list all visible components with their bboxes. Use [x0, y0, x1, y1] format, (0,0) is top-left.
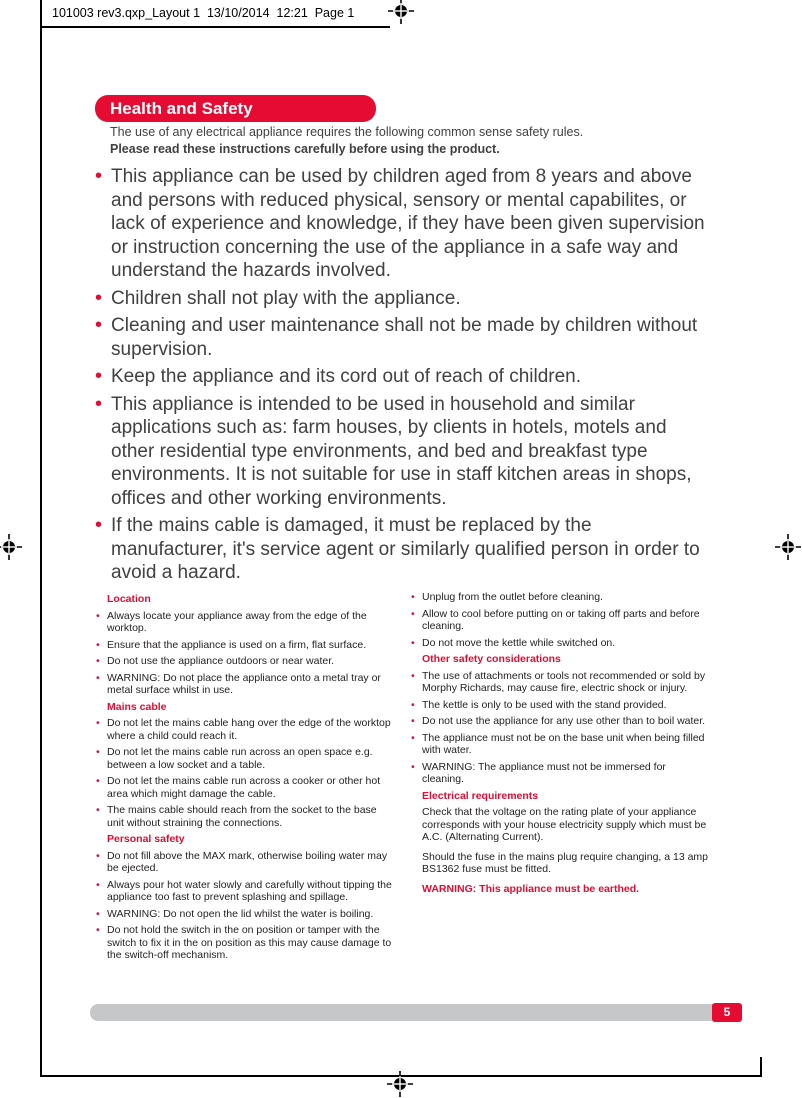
- safety-note-text: WARNING: The appliance must not be immersed for cleaning.: [422, 760, 666, 785]
- safety-point-text: Cleaning and user maintenance shall not be made by children without supervision.: [111, 315, 698, 360]
- safety-note-text: Do not use the appliance for any use other than to boil water.: [422, 715, 706, 727]
- safety-note: [95, 804, 395, 829]
- bullet-icon: •: [96, 671, 100, 684]
- column-subheading: Mains cable: [107, 700, 167, 713]
- print-slug-text: 101003 rev3.qxp_Layout 1 13/10/2014 12:21 Page 1: [52, 6, 355, 20]
- safety-note: [95, 655, 395, 668]
- warning-text: WARNING: This appliance must be earthed.: [422, 882, 640, 895]
- bullet-icon: •: [411, 607, 415, 620]
- safety-note-text: Ensure that the appliance is used on a firm, flat surface.: [107, 638, 367, 651]
- bullet-icon: •: [95, 314, 103, 336]
- safety-note-text: The use of attachments or tools not recommended or sold by Morphy Richards, may cause fire, electric shock or injury.: [422, 669, 706, 694]
- footer-bar: [90, 1004, 742, 1021]
- bullet-icon: •: [96, 924, 100, 936]
- bullet-icon: •: [411, 760, 415, 773]
- safety-note-text: Do not let the mains cable run across an open space e.g. between a low socket and a table.: [107, 746, 373, 771]
- safety-note: [410, 699, 709, 712]
- bullet-icon: •: [411, 636, 415, 649]
- bullet-icon: •: [96, 609, 100, 622]
- paragraph-text: Should the fuse in the mains plug require changing, a 13 amp BS1362 fuse must be fitted.: [422, 850, 709, 875]
- detail-columns: [95, 591, 709, 966]
- safety-point: [95, 393, 709, 511]
- safety-note: [410, 670, 709, 695]
- bullet-icon: •: [96, 638, 100, 651]
- bullet-icon: •: [96, 655, 100, 667]
- safety-note-text: Always pour hot water slowly and carefully without tipping the appliance too fast to prevent splashing and spillage.: [107, 878, 392, 903]
- registration-mark-icon: [388, 0, 414, 24]
- safety-note-text: WARNING: Do not open the lid whilst the water is boiling.: [107, 907, 374, 920]
- bullet-icon: •: [95, 165, 103, 187]
- safety-note: [95, 746, 395, 771]
- safety-note: [410, 608, 709, 633]
- safety-note-text: Do not hold the switch in the on position or tamper with the switch to fix it in the on position as this may cause damage to the switch-off mechanism.: [107, 924, 392, 961]
- safety-point-text: This appliance can be used by children aged from 8 years and above and persons with reduced physical, sensory or mental capabilites, or lack of experience and knowledge, if they have been given supervision or instruction concerning the use of the appliance in a safe way and understand the hazards involved.: [111, 166, 705, 281]
- safety-note: [410, 761, 709, 786]
- safety-note-text: Unplug from the outlet before cleaning.: [422, 591, 603, 603]
- safety-note-text: The kettle is only to be used with the stand provided.: [422, 698, 667, 711]
- safety-point: [95, 365, 709, 389]
- safety-note-text: Do not use the appliance outdoors or near water.: [107, 655, 335, 667]
- crop-mark-top: [40, 26, 390, 28]
- left-column: [95, 591, 395, 966]
- safety-note-text: The appliance must not be on the base unit when being filled with water.: [422, 731, 705, 756]
- bullet-icon: •: [96, 775, 100, 787]
- bullet-icon: •: [411, 715, 415, 727]
- safety-point-text: This appliance is intended to be used in household and similar applications such as: farm houses, by clients in hotels, motels and other residential type environments, and bed and breakfast type environments. It is not suitable for use in staff kitchen areas in shops, offices and other working environments.: [111, 393, 692, 509]
- safety-note-text: Do not fill above the MAX mark, otherwise boiling water may be ejected.: [107, 849, 388, 874]
- page-number: 5: [723, 1005, 731, 1019]
- safety-note: [95, 850, 395, 875]
- column-subheading: Other safety considerations: [422, 653, 561, 665]
- bullet-icon: •: [96, 849, 100, 862]
- safety-note: [95, 908, 395, 921]
- bullet-icon: •: [95, 365, 103, 387]
- intro-text: The use of any electrical appliance requires the following common sense safety rules.: [110, 125, 584, 139]
- paragraph-text: Check that the voltage on the rating plate of your appliance corresponds with your house electricity supply which must be A.C. (Alternating Current).: [422, 806, 707, 843]
- safety-note-text: Do not move the kettle while switched on.: [422, 636, 616, 649]
- bullet-icon: •: [95, 514, 103, 536]
- bullet-icon: •: [95, 286, 103, 309]
- safety-note: [410, 715, 709, 728]
- safety-note: [95, 717, 395, 742]
- safety-note: [410, 591, 709, 604]
- safety-point: [95, 314, 709, 361]
- safety-note-text: Always locate your appliance away from the edge of the worktop.: [107, 609, 367, 634]
- safety-point-text: Children shall not play with the appliance.: [111, 287, 461, 309]
- safety-note-text: Do not let the mains cable run across a cooker or other hot area which might damage the cable.: [107, 775, 381, 800]
- column-subheading: Personal safety: [107, 833, 185, 845]
- safety-point: [95, 514, 709, 585]
- main-safety-list: [95, 165, 709, 589]
- intro-emphasis-text: Please read these instructions carefully before using the product.: [110, 142, 500, 156]
- registration-mark-icon: [387, 1071, 413, 1097]
- registration-mark-icon: [775, 534, 801, 560]
- right-column: [410, 591, 709, 966]
- safety-note-text: The mains cable should reach from the socket to the base unit without straining the connections.: [107, 804, 377, 829]
- safety-note: [95, 610, 395, 635]
- safety-note: [95, 639, 395, 652]
- section-title: Health and Safety: [110, 99, 253, 118]
- section-banner: [95, 95, 376, 122]
- safety-note: [95, 924, 395, 962]
- safety-note: [95, 879, 395, 904]
- safety-point-text: If the mains cable is damaged, it must be replaced by the manufacturer, it's service agent or similarly qualified person in order to avoid a hazard.: [111, 515, 700, 583]
- safety-note: [95, 672, 395, 697]
- safety-point-text: Keep the appliance and its cord out of reach of children.: [111, 366, 582, 387]
- safety-note: [410, 637, 709, 650]
- bullet-icon: •: [95, 392, 103, 415]
- bullet-icon: •: [411, 731, 415, 744]
- safety-note: [95, 775, 395, 800]
- safety-note: [410, 732, 709, 757]
- bullet-icon: •: [96, 717, 100, 729]
- safety-note-text: Do not let the mains cable hang over the edge of the worktop where a child could reach it.: [107, 717, 391, 742]
- bullet-icon: •: [411, 591, 415, 603]
- bullet-icon: •: [96, 878, 100, 891]
- bullet-icon: •: [411, 669, 415, 682]
- safety-point: [95, 165, 709, 283]
- bullet-icon: •: [411, 698, 415, 711]
- column-subheading: Location: [107, 593, 151, 605]
- column-subheading: Electrical requirements: [422, 789, 539, 802]
- crop-mark-left: [40, 0, 42, 1077]
- safety-point: [95, 287, 709, 311]
- crop-mark-right: [760, 1057, 762, 1077]
- safety-note-text: Allow to cool before putting on or taking off parts and before cleaning.: [422, 607, 700, 632]
- bullet-icon: •: [96, 804, 100, 816]
- bullet-icon: •: [96, 907, 100, 920]
- safety-note-text: WARNING: Do not place the appliance onto a metal tray or metal surface whilst in use.: [107, 671, 381, 696]
- page-number-badge: [712, 1003, 742, 1022]
- registration-mark-icon: [0, 534, 22, 560]
- bullet-icon: •: [96, 746, 100, 758]
